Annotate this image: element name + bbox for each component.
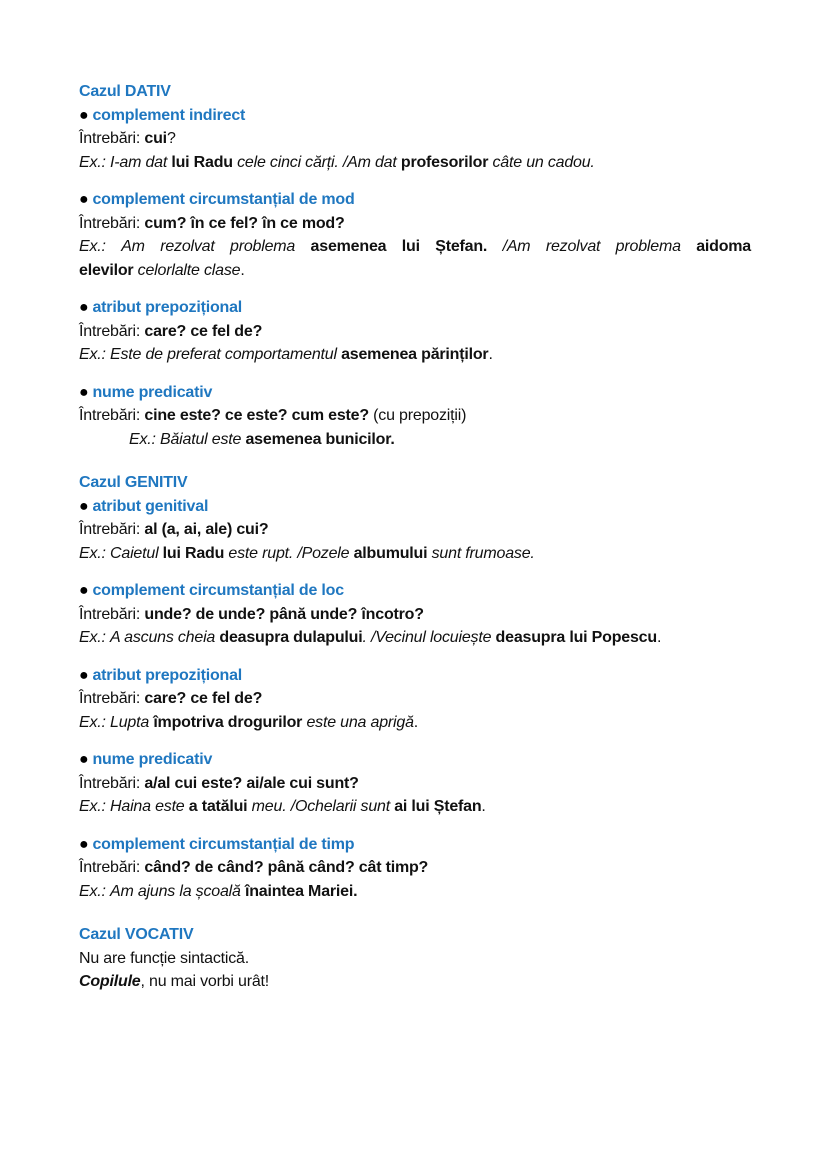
example-text-segment: deasupra dulapului <box>219 629 363 646</box>
document-page <box>79 80 751 994</box>
example-text-segment: Haina este <box>110 798 189 815</box>
example-text-segment: cele cinci cărți. /Am dat <box>232 153 401 171</box>
example-text-segment: . <box>488 346 493 363</box>
section-title-dativ: Cazul DATIV <box>79 83 171 100</box>
example-line: Ex.: Este de preferat comportamentul asemenea părinților. <box>79 346 493 363</box>
example-text-segment: albumului <box>353 544 428 562</box>
example-text-segment: . <box>656 629 662 646</box>
example-line: Ex.: Lupta împotriva drogurilor este una aprigă. <box>79 713 419 731</box>
bullet-icon: ● <box>79 106 89 124</box>
example-text-segment: profesorilor <box>400 153 489 171</box>
example-text-segment: deasupra lui Popescu <box>495 629 657 646</box>
questions-line: Întrebări: a/al cui este? ai/ale cui sunt? <box>79 774 359 792</box>
example-text-segment: Am rezolvat problema <box>121 238 311 255</box>
example-text-segment: lui Radu <box>162 544 225 562</box>
example-text-segment: Este de preferat comportamentul <box>110 346 342 363</box>
example-text-segment: . <box>240 261 245 279</box>
example-text-segment: împotriva drogurilor <box>153 713 303 731</box>
example-line: Ex.: Am rezolvat problema asemenea lui Ștefan. /Am rezolvat problema aidoma <box>79 238 752 255</box>
questions-line: Întrebări: unde? de unde? până unde? încotro? <box>79 605 424 623</box>
example-text-segment: a tatălui <box>188 798 248 815</box>
questions-line: Întrebări: cine este? ce este? cum este? (cu prepoziții) <box>79 407 467 424</box>
vocativ-example: Copilule, nu mai vorbi urât! <box>79 973 270 990</box>
questions-line: Întrebări: cui? <box>79 130 176 147</box>
example-text-segment: este una aprigă <box>302 713 414 731</box>
function-title: ● complement circumstanțial de loc <box>79 582 344 599</box>
function-title: ● complement indirect <box>79 106 246 124</box>
example-line: Ex.: A ascuns cheia deasupra dulapului. /Vecinul locuiește deasupra lui Popescu. <box>79 629 662 646</box>
example-text-segment: Am ajuns la școală <box>110 882 245 900</box>
example-text-segment: Lupta <box>110 713 154 731</box>
bullet-icon: ● <box>79 383 89 401</box>
section-title-genitiv: Cazul GENITIV <box>79 474 188 491</box>
section-title-vocativ: Cazul VOCATIV <box>79 926 194 943</box>
function-title: ● atribut genitival <box>79 497 209 515</box>
example-text-segment: asemenea părinților <box>341 346 489 363</box>
example-line: Ex.: Haina este a tatălui meu. /Ochelarii sunt ai lui Ștefan. <box>79 798 486 815</box>
vocativ-note: Nu are funcție sintactică. <box>79 949 249 967</box>
example-text-segment: . /Vecinul locuiește <box>362 629 496 646</box>
example-text-segment: câte un cadou. <box>488 153 595 171</box>
bullet-icon: ● <box>79 751 89 768</box>
questions-line: Întrebări: care? ce fel de? <box>79 322 263 340</box>
example-line-continued <box>79 259 751 283</box>
example-line: Ex.: Caietul lui Radu este rupt. /Pozele albumului sunt frumoase. <box>79 544 535 562</box>
questions-line: Întrebări: al (a, ai, ale) cui? <box>79 521 269 538</box>
example-text-segment: Băiatul este <box>160 430 246 448</box>
example-text-segment: ai lui Ștefan <box>394 798 482 815</box>
example-text-segment: elevilor <box>79 261 134 279</box>
example-text-segment: înaintea Mariei. <box>244 882 358 900</box>
example-line: Ex.: Am ajuns la școală înaintea Mariei. <box>79 882 358 900</box>
questions-line: Întrebări: care? ce fel de? <box>79 690 263 707</box>
example-text-segment: asemenea lui Ștefan. <box>310 238 488 255</box>
example-text-segment: /Am rezolvat problema <box>487 238 697 255</box>
example-text-segment: . <box>413 713 419 731</box>
example-text-segment: este rupt. /Pozele <box>224 544 354 562</box>
example-line: Ex.: Băiatul este asemenea bunicilor. <box>129 430 395 448</box>
example-text-segment: . <box>481 798 486 815</box>
bullet-icon: ● <box>79 666 89 684</box>
example-text-segment: Caietul <box>110 544 163 562</box>
bullet-icon: ● <box>79 497 89 515</box>
example-text-segment: A ascuns cheia <box>110 629 220 646</box>
example-line: Ex.: I-am dat lui Radu cele cinci cărți. /Am dat profesorilor câte un cadou. <box>79 153 595 171</box>
example-text-segment: asemenea bunicilor. <box>245 430 395 448</box>
example-text-segment: aidoma <box>696 238 752 255</box>
example-text-segment: lui Radu <box>171 153 233 171</box>
example-text-segment: I-am dat <box>110 153 172 171</box>
function-title: ● complement circumstanțial de mod <box>79 191 355 208</box>
function-title: ● nume predicativ <box>79 751 213 768</box>
bullet-icon: ● <box>79 299 89 316</box>
bullet-icon: ● <box>79 835 89 853</box>
function-title: ● atribut prepozițional <box>79 666 243 684</box>
function-title: ● nume predicativ <box>79 383 213 401</box>
example-text-segment: meu. /Ochelarii sunt <box>247 798 395 815</box>
example-text-segment: sunt frumoase. <box>427 544 535 562</box>
bullet-icon: ● <box>79 582 89 599</box>
function-title: ● complement circumstanțial de timp <box>79 835 355 853</box>
questions-line: Întrebări: când? de când? până când? cât timp? <box>79 859 429 876</box>
example-text-segment: celorlalte clase <box>133 261 241 279</box>
function-title: ● atribut prepozițional <box>79 299 243 316</box>
questions-line: Întrebări: cum? în ce fel? în ce mod? <box>79 214 345 232</box>
bullet-icon: ● <box>79 191 89 208</box>
